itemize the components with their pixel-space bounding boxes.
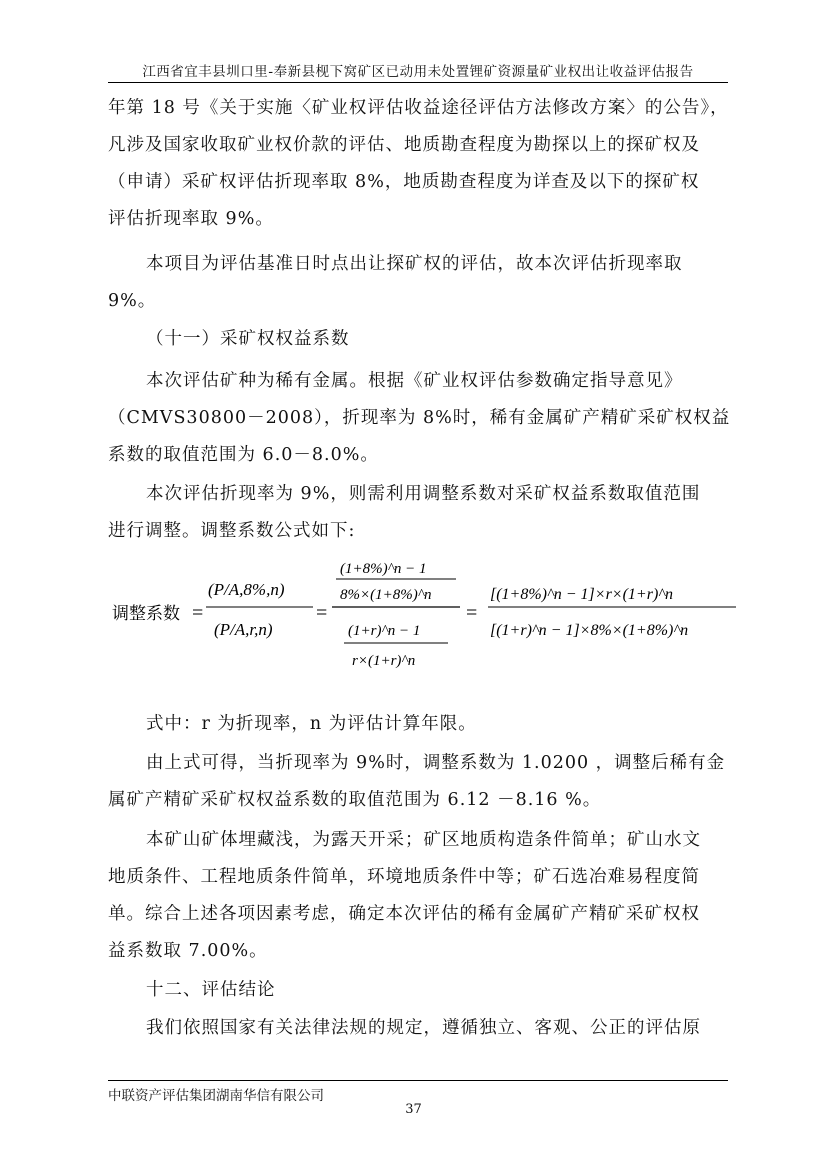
body-line: 单。综合上述各项因素考虑，确定本次评估的稀有金属矿产精矿采矿权权 (108, 904, 700, 924)
formula-annuity-numerator: (P/A,8%,n) (208, 580, 285, 599)
body-line: 本项目为评估基准日时点出让探矿权的评估，故本次评估折现率取 (146, 254, 683, 274)
formula-frac1-denominator: 8%×(1+8%)^n (340, 587, 432, 603)
section-heading: （十一）采矿权权益系数 (146, 329, 350, 349)
formula-frac1-numerator: (1+8%)^n − 1 (340, 561, 427, 577)
page-number: 37 (405, 1102, 422, 1117)
body-line: 本次评估折现率为 9%，则需利用调整系数对采矿权益系数取值范围 (146, 484, 701, 504)
formula-frac2-denominator: r×(1+r)^n (352, 653, 416, 669)
formula-annuity-denominator: (P/A,r,n) (214, 620, 273, 639)
footer-divider (108, 1080, 728, 1081)
page-header-title: 江西省宜丰县圳口里-奉新县枧下窝矿区已动用未处置锂矿资源量矿业权出让收益评估报告 (142, 64, 694, 80)
body-line: 我们依照国家有关法律法规的规定，遵循独立、客观、公正的评估原 (146, 1018, 701, 1038)
formula-label: 调整系数 (112, 604, 180, 624)
body-line: 地质条件、工程地质条件简单，环境地质条件中等；矿石选冶难易程度简 (108, 867, 700, 887)
adjustment-coefficient-formula (108, 555, 738, 685)
body-line: 系数的取值范围为 6.0－8.0%。 (108, 445, 379, 465)
body-line: 9%。 (108, 291, 157, 311)
formula-equals: = (192, 602, 204, 624)
body-line: 益系数取 7.00%。 (108, 941, 268, 961)
body-line: 评估折现率取 9%。 (108, 209, 274, 229)
body-line: 年第 18 号《关于实施〈矿业权评估收益途径评估方法修改方案〉的公告》， (108, 98, 729, 118)
body-line: （CMVS30800－2008），折现率为 8%时，稀有金属矿产精矿采矿权权益 (108, 408, 731, 428)
formula-equals: = (316, 602, 328, 624)
formula-result-numerator: [(1+8%)^n − 1]×r×(1+r)^n (490, 586, 674, 603)
formula-result-denominator: [(1+r)^n − 1]×8%×(1+8%)^n (490, 622, 689, 639)
footer-organization: 中联资产评估集团湖南华信有限公司 (108, 1088, 324, 1104)
body-line: 本次评估矿种为稀有金属。根据《矿业权评估参数确定指导意见》 (146, 371, 683, 391)
body-line: 本矿山矿体埋藏浅，为露天开采；矿区地质构造条件简单；矿山水文 (146, 830, 701, 850)
body-line: 式中：r 为折现率，n 为评估计算年限。 (146, 714, 477, 734)
body-line: 凡涉及国家收取矿业权价款的评估、地质勘查程度为勘探以上的探矿权及 (108, 135, 700, 155)
body-line: 属矿产精矿采矿权权益系数的取值范围为 6.12 －8.16 %。 (108, 790, 602, 810)
formula-frac2-numerator: (1+r)^n − 1 (348, 623, 421, 639)
body-line: 进行调整。调整系数公式如下: (108, 521, 356, 541)
header-divider (108, 82, 728, 83)
body-line: （申请）采矿权评估折现率取 8%，地质勘查程度为详查及以下的探矿权 (108, 172, 700, 192)
formula-equals: = (466, 602, 478, 624)
body-line: 由上式可得，当折现率为 9%时，调整系数为 1.0200 ，调整后稀有金 (146, 753, 726, 773)
section-heading: 十二、评估结论 (146, 980, 276, 1000)
